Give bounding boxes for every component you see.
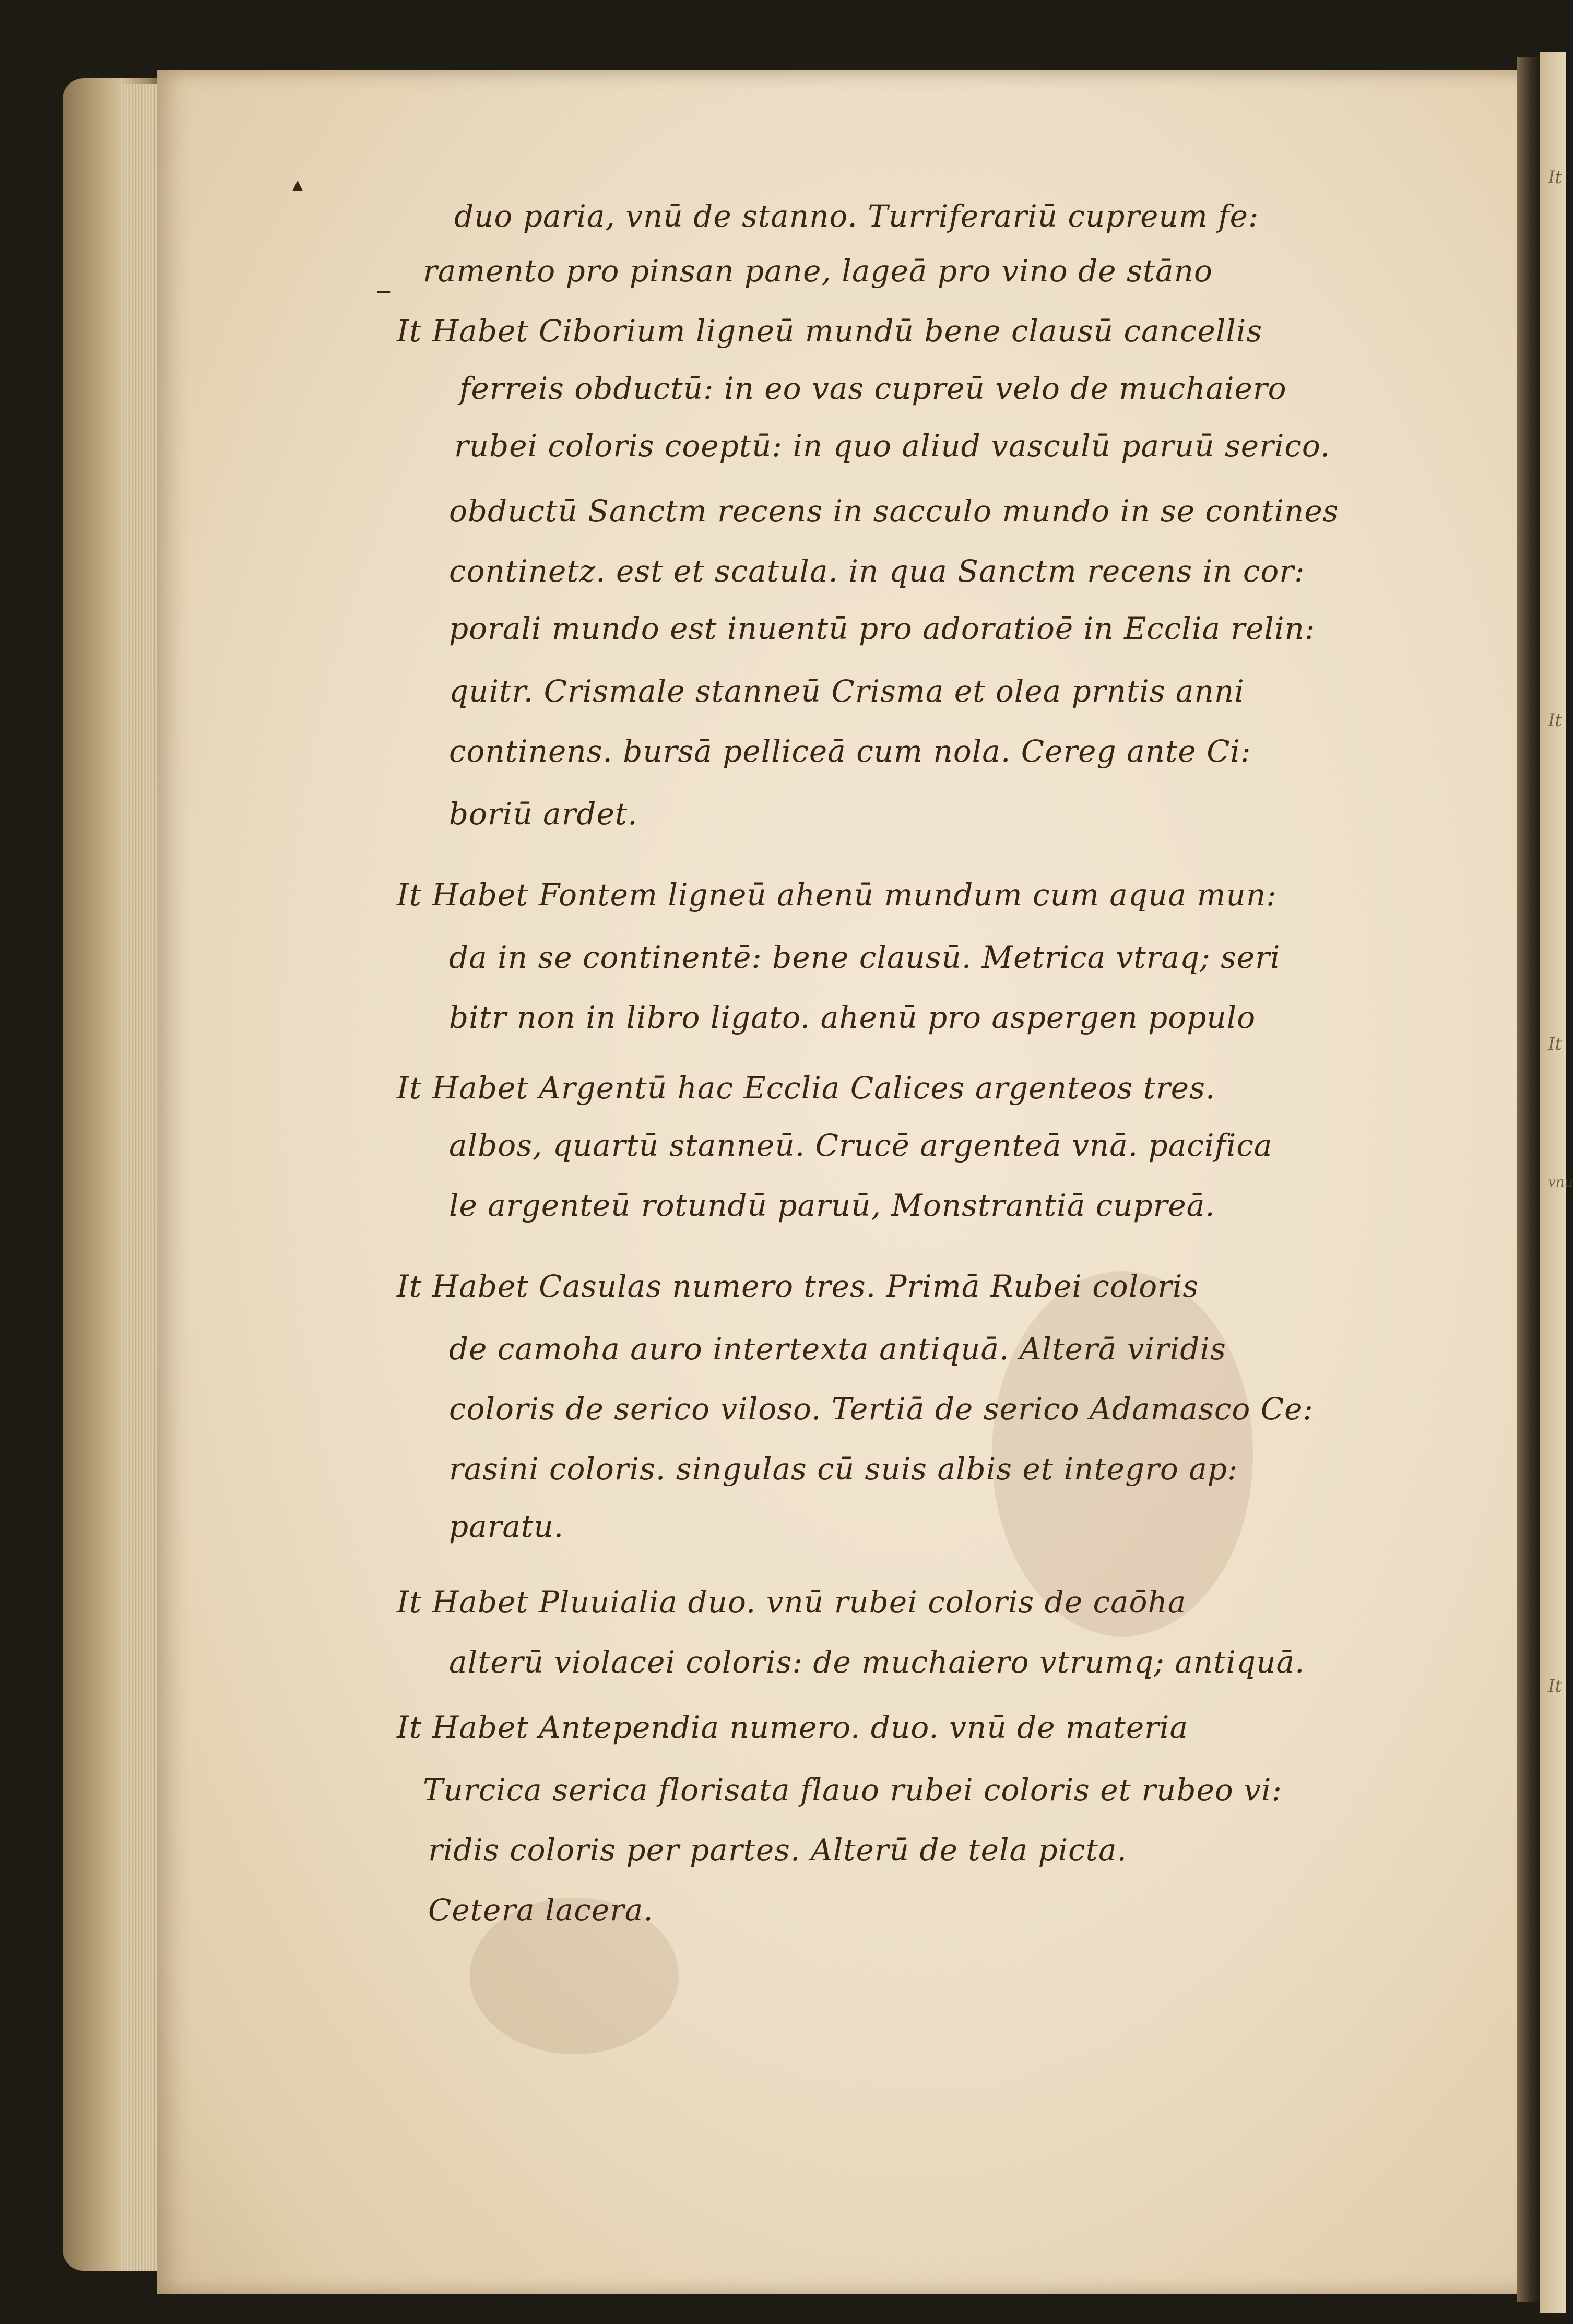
text-line: continetz. est et scatula. in qua Sanctm recens in cor: [449,553,1305,589]
text-line: de camoha auro intertexta antiquā. Alterā viridis [449,1331,1226,1367]
text-line: It Habet Argentū hac Ecclia Calices argenteos tres. [397,1070,1216,1106]
text-line: rubei coloris coeptū: in quo aliud vasculū paruū serico. [454,428,1331,464]
facing-margin-note: It [1548,1676,1563,1697]
margin-dash: – [376,271,392,308]
text-line: It Habet Ciborium ligneū mundū bene clausū cancellis [397,313,1263,349]
text-line: alterū violacei coloris: de muchaiero vtrumq; antiquā. [449,1644,1305,1680]
text-line: It Habet Antependia numero. duo. vnū de materia [397,1710,1189,1745]
text-line: le argenteū rotundū paruū, Monstrantiā cupreā. [449,1188,1215,1223]
text-line: rasini coloris. singulas cū suis albis et integro ap: [449,1451,1238,1487]
text-line: bitr non in libro ligato. ahenū pro aspergen populo [449,1000,1256,1035]
text-line: obductū Sanctm recens in sacculo mundo in se contines [449,493,1339,529]
text-line: It Habet Fontem ligneū ahenū mundum cum aqua mun: [397,877,1277,912]
facing-margin-note: It [1548,167,1563,188]
facing-margin-note: It [1548,1034,1563,1054]
text-line: Turcica serica florisata flauo rubei coloris et rubeo vi: [423,1772,1283,1808]
facing-margin-note: It [1548,710,1563,731]
text-line: boriū ardet. [449,796,638,832]
text-line: It Habet Pluuialia duo. vnū rubei coloris de caōha [397,1584,1187,1620]
ink-blot: ▴ [292,172,303,196]
text-line: It Habet Casulas numero tres. Primā Rubei coloris [397,1268,1199,1304]
text-line: duo paria, vnū de stanno. Turriferariū cupreum fe: [454,198,1259,234]
facing-margin-note: vnu [1548,1175,1573,1190]
text-line: continens. bursā pelliceā cum nola. Cereg ante Ci: [449,733,1251,769]
text-line: albos, quartū stanneū. Crucē argenteā vnā. pacifica [449,1128,1273,1163]
text-line: ridis coloris per partes. Alterū de tela picta. [428,1832,1127,1868]
text-line: ramento pro pinsan pane, lageā pro vino de stāno [423,253,1213,289]
text-line: coloris de serico viloso. Tertiā de serico Adamasco Ce: [449,1391,1314,1427]
text-line: paratu. [449,1509,564,1544]
text-line: Cetera lacera. [428,1892,654,1928]
text-line: ferreis obductū: in eo vas cupreū velo de muchaiero [459,371,1287,406]
text-line: da in se continentē: bene clausū. Metrica vtraq; seri [449,940,1281,975]
text-line: quitr. Crismale stanneū Crisma et olea prntis anni [449,673,1245,709]
text-line: porali mundo est inuentū pro adoratioē in Ecclia relin: [449,611,1316,646]
